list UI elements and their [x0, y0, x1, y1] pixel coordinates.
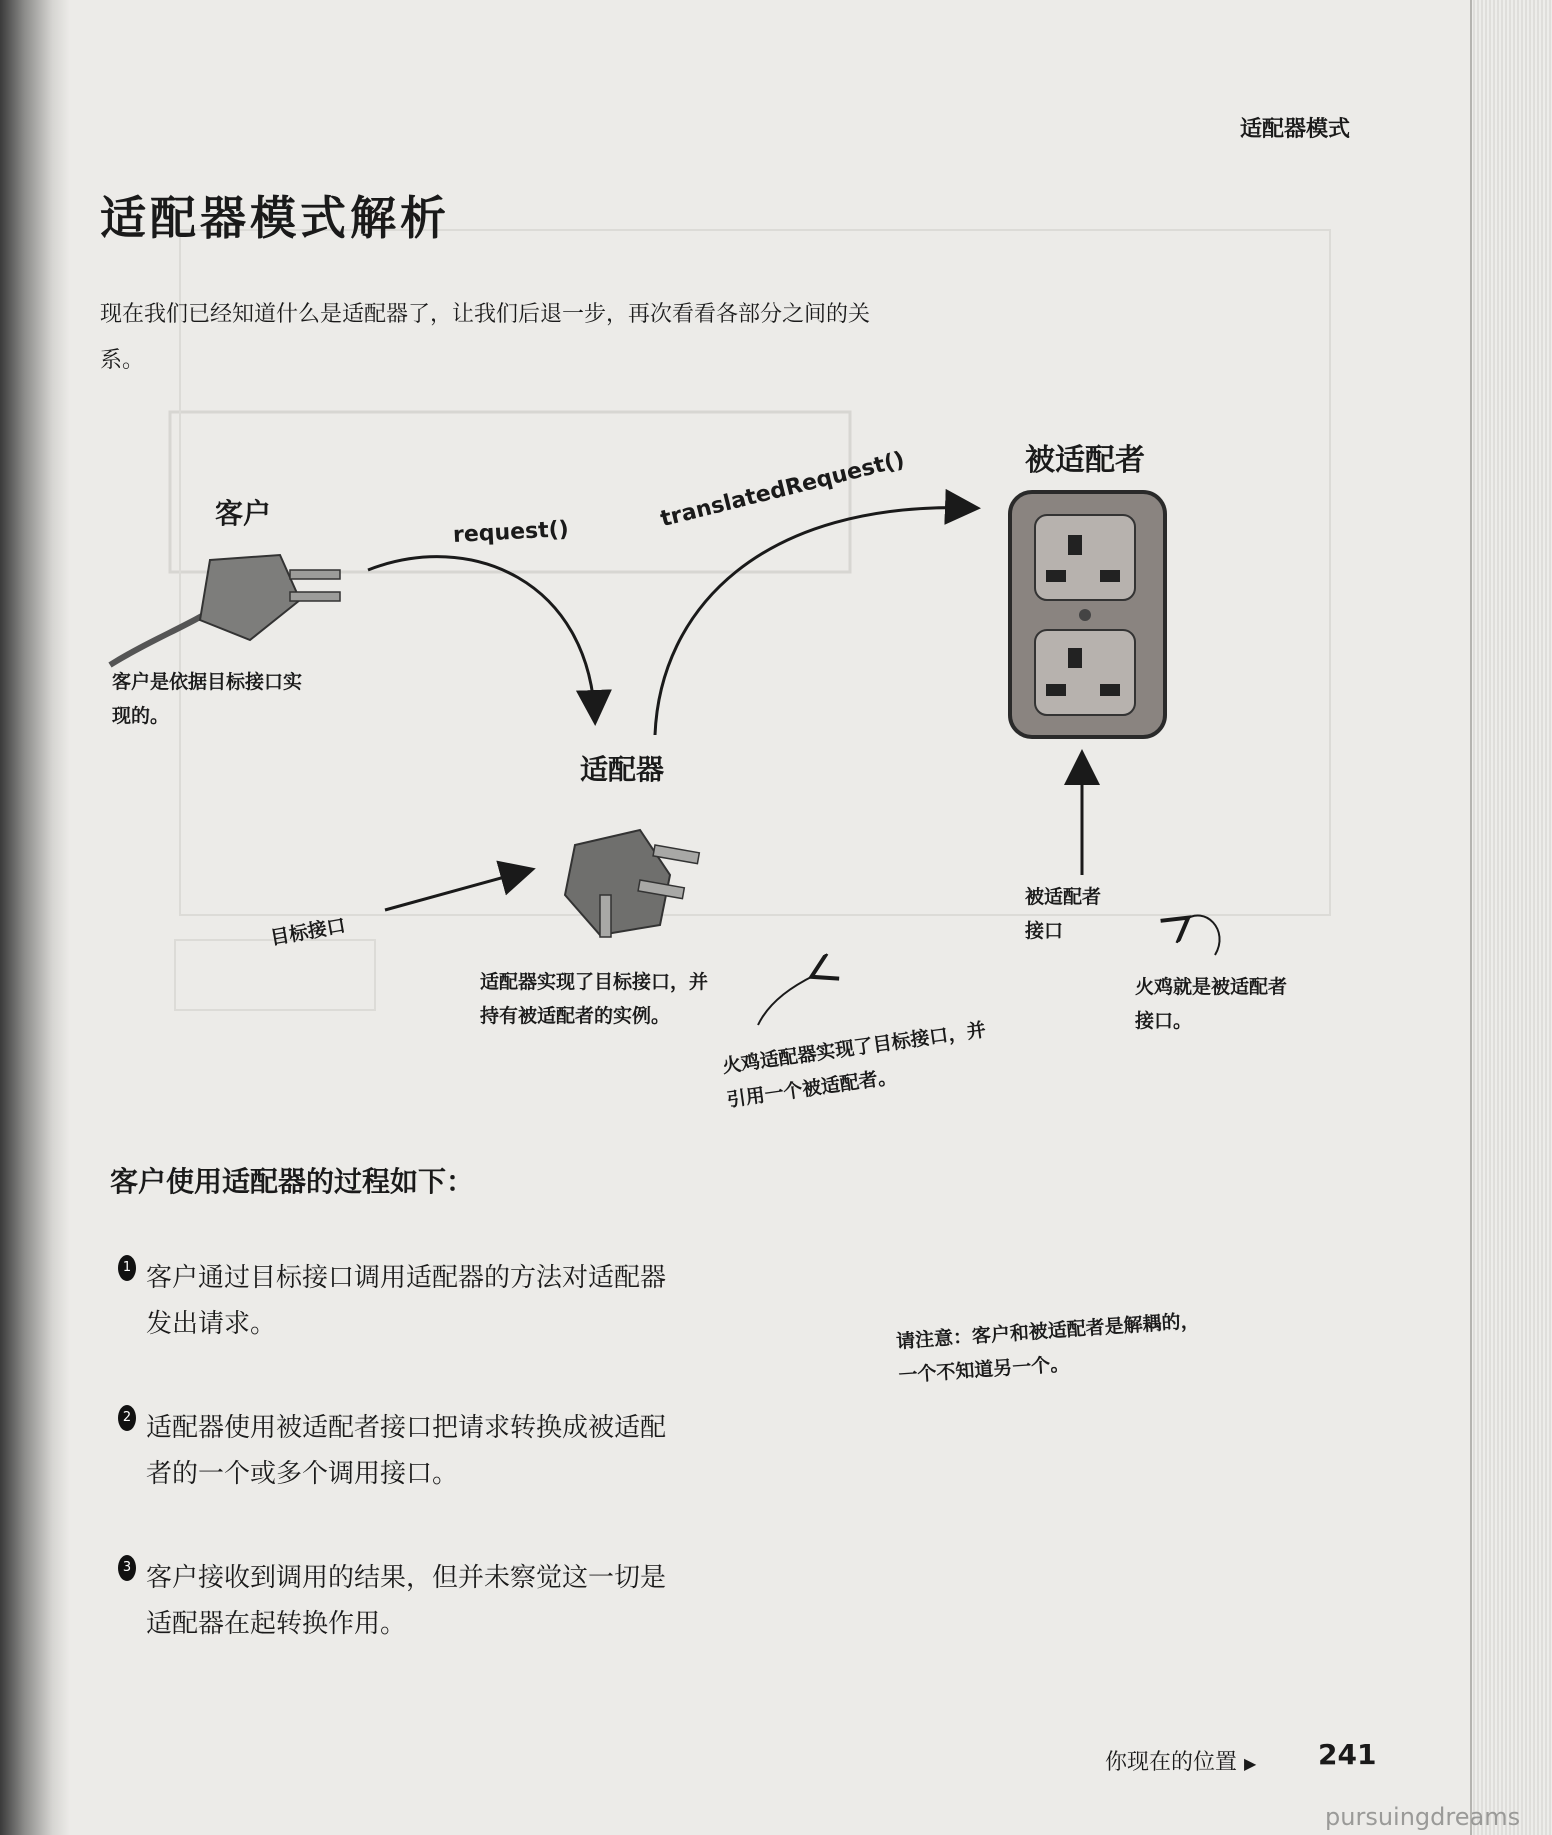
step-number: 2 — [118, 1405, 136, 1431]
page-number: 241 — [1318, 1738, 1377, 1771]
steps-heading: 客户使用适配器的过程如下： — [110, 1165, 475, 1198]
client-note: 客户是依据目标接口实 现的。 — [112, 671, 303, 727]
client-plug-icon — [110, 555, 340, 665]
turkey-adapter-note-pointer — [758, 975, 815, 1025]
page-title: 适配器模式解析 — [100, 191, 450, 245]
step-2: 2 适配器使用被适配者接口把请求转换成被适配 者的一个或多个调用接口。 — [118, 1405, 818, 1497]
adapter-note: 适配器实现了目标接口，并 持有被适配者的实例。 — [480, 971, 709, 1027]
request-arrow — [368, 557, 595, 720]
watermark: pursuingdreams — [1325, 1803, 1521, 1831]
adaptee-label: 被适配者 — [1025, 443, 1145, 478]
turkey-adapter-note: 火鸡适配器实现了目标接口，并 引用一个被适配者。 — [720, 1018, 988, 1112]
translated-request-call-label: translatedRequest() — [658, 447, 908, 533]
request-call-label: request() — [452, 516, 570, 549]
decoupled-note: 请注意：客户和被适配者是解耦的， 一个不知道另一个。 — [895, 1309, 1201, 1387]
client-label: 客户 — [215, 497, 272, 530]
target-interface-arrow — [385, 870, 530, 910]
step-number: 3 — [118, 1555, 136, 1581]
turkey-note: 火鸡就是被适配者 接口。 — [1135, 976, 1288, 1032]
you-are-here-link: 你现在的位置 ▶ — [1105, 1750, 1257, 1775]
adaptee-socket-icon — [1010, 492, 1165, 737]
adapter-plug-icon — [565, 830, 699, 937]
triangle-right-icon: ▶ — [1244, 1754, 1257, 1773]
target-interface-label: 目标接口 — [268, 914, 348, 950]
step-3: 3 客户接收到调用的结果，但并未察觉这一切是 适配器在起转换作用。 — [118, 1555, 818, 1647]
intro-paragraph: 现在我们已经知道什么是适配器了，让我们后退一步，再次看看各部分之间的关系。 — [100, 302, 871, 373]
step-1: 1 客户通过目标接口调用适配器的方法对适配器 发出请求。 — [118, 1255, 818, 1347]
turkey-note-pointer — [1185, 915, 1220, 955]
adapter-label: 适配器 — [580, 753, 665, 786]
step-number: 1 — [118, 1255, 136, 1281]
running-head: 适配器模式 — [1240, 117, 1351, 142]
translated-request-arrow — [655, 508, 975, 735]
adaptee-interface-label: 被适配者 接口 — [1025, 886, 1102, 942]
